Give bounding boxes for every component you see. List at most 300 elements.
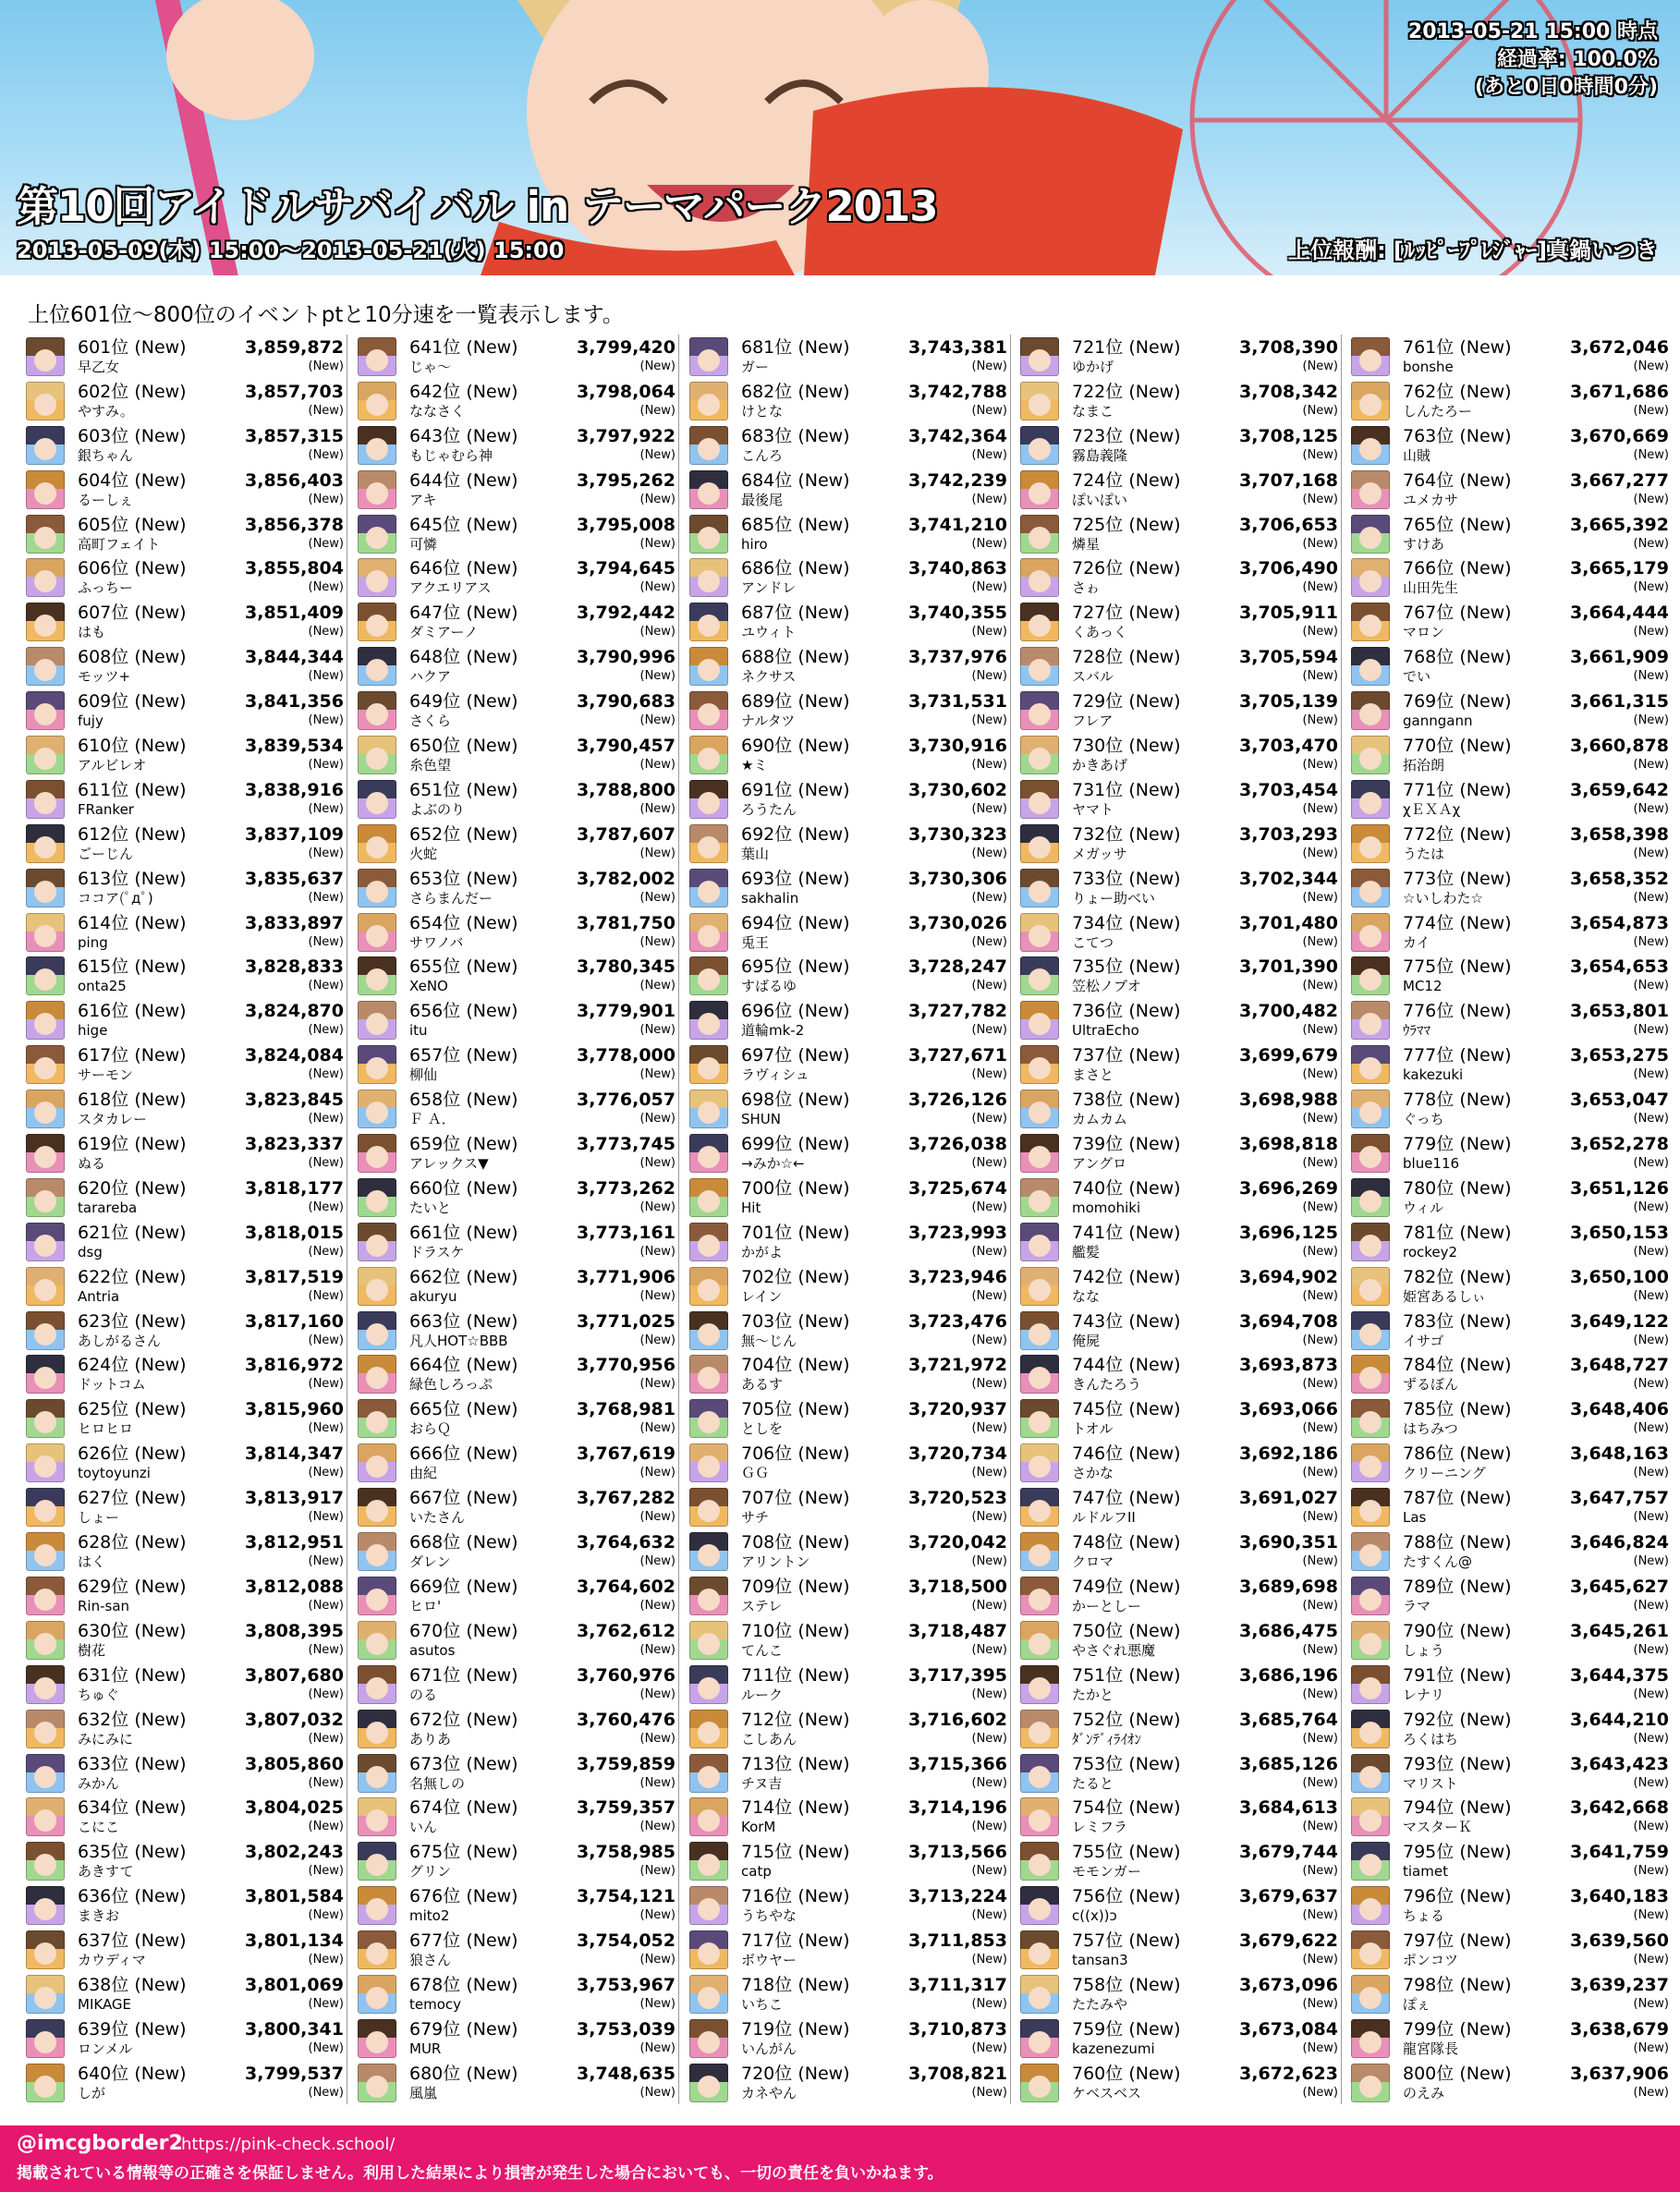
rank-label: [78, 735, 187, 757]
rank-number: 647: [409, 603, 444, 624]
ranking-row: [358, 954, 683, 998]
event-points: 3,730,916: [908, 736, 1007, 757]
rank-suffix: 位: [111, 1177, 129, 1199]
player-name: カウディマ: [78, 1952, 146, 1969]
rank-suffix: 位: [111, 337, 129, 358]
idol-avatar: [358, 1045, 396, 1084]
idol-avatar: [1020, 956, 1059, 995]
ranking-row: [358, 733, 683, 777]
rank-number: 751: [1072, 1664, 1106, 1686]
idol-avatar: [358, 1267, 396, 1306]
ten-minute-speed: (New): [1302, 801, 1338, 816]
rank-label: [741, 1709, 850, 1731]
ranking-row: [1351, 688, 1676, 733]
player-name: kakezuki: [1403, 1066, 1464, 1084]
event-points: 3,768,981: [577, 1399, 676, 1420]
event-points: 3,653,047: [1570, 1090, 1669, 1111]
rank-number: 788: [1403, 1532, 1437, 1553]
new-tag: (New): [1459, 1045, 1512, 1066]
idol-avatar: [26, 1710, 65, 1748]
player-name: ＧＧ: [741, 1465, 770, 1482]
rank-number: 765: [1403, 514, 1437, 535]
idol-avatar: [1351, 2019, 1390, 2058]
rank-label: [741, 1044, 850, 1066]
ranking-row: [26, 1309, 351, 1353]
rank-label: [1403, 1354, 1512, 1376]
rank-number: 722: [1072, 381, 1106, 402]
new-tag: (New): [466, 1930, 518, 1952]
rank-label: [78, 2063, 187, 2085]
player-name: c((x))ɔ: [1072, 1907, 1117, 1925]
ten-minute-speed: (New): [308, 1377, 344, 1392]
idol-avatar: [1020, 1886, 1059, 1925]
rank-label: [409, 1664, 518, 1687]
idol-avatar: [26, 1443, 65, 1482]
player-name: カイ: [1403, 933, 1430, 951]
new-tag: (New): [1459, 1266, 1512, 1287]
player-name: ちょる: [1403, 1907, 1445, 1925]
ten-minute-speed: (New): [971, 1864, 1007, 1879]
ten-minute-speed: (New): [308, 846, 344, 860]
rank-suffix: 位: [774, 1134, 793, 1155]
site-url-link[interactable]: https://pink-check.school/: [181, 2135, 396, 2154]
new-tag: (New): [134, 1576, 187, 1597]
ten-minute-speed: (New): [308, 403, 344, 418]
rank-number: 615: [78, 956, 112, 978]
ranking-row: [1351, 1839, 1676, 1883]
player-name: けとな: [741, 402, 784, 420]
event-points: 3,844,344: [245, 647, 344, 668]
new-tag: (New): [1128, 1310, 1181, 1332]
ranking-row: [689, 1972, 1015, 2016]
ranking-row: [26, 1839, 351, 1883]
event-points: 3,650,100: [1570, 1266, 1669, 1287]
player-name: toytoyunzi: [78, 1465, 151, 1482]
player-name: 早乙女: [78, 359, 120, 375]
rank-suffix: 位: [1436, 647, 1455, 668]
ten-minute-speed: (New): [971, 1510, 1007, 1525]
rank-suffix: 位: [443, 1399, 461, 1420]
rank-suffix: 位: [1436, 1930, 1455, 1952]
rank-suffix: 位: [443, 1532, 461, 1553]
new-tag: (New): [1128, 1399, 1181, 1420]
rank-label: [78, 1930, 187, 1952]
ranking-row: [1020, 954, 1345, 998]
event-points: 3,637,906: [1570, 2063, 1669, 2084]
event-points: 3,855,804: [245, 558, 344, 579]
idol-avatar: [26, 691, 65, 730]
idol-avatar: [689, 1532, 728, 1571]
ranking-row: [26, 1264, 351, 1309]
rank-suffix: 位: [1105, 1266, 1124, 1287]
ten-minute-speed: (New): [1633, 1200, 1669, 1214]
event-points: 3,708,390: [1239, 337, 1338, 358]
rank-number: 610: [78, 736, 112, 757]
ranking-row: [689, 688, 1015, 733]
idol-avatar: [1020, 426, 1059, 465]
event-points: 3,694,902: [1239, 1266, 1338, 1287]
rank-label: [1403, 1841, 1512, 1863]
ranking-row: [1351, 1131, 1676, 1175]
idol-avatar: [1351, 558, 1390, 597]
player-name: bonshe: [1403, 359, 1454, 375]
rank-number: 763: [1403, 425, 1437, 446]
rank-label: [1403, 2063, 1512, 2085]
new-tag: (New): [1459, 1134, 1512, 1155]
event-points: 3,839,534: [245, 736, 344, 757]
player-name: こにこ: [78, 1819, 120, 1836]
ranking-row: [1351, 1529, 1676, 1574]
idol-avatar: [1020, 1930, 1059, 1969]
rank-label: [78, 1398, 187, 1420]
rank-label: [1403, 823, 1512, 846]
idol-avatar: [689, 956, 728, 995]
idol-avatar: [1351, 1886, 1390, 1925]
player-name: すけあ: [1403, 535, 1445, 553]
ranking-row: [26, 379, 351, 423]
event-points: 3,708,125: [1239, 425, 1338, 446]
ranking-row: [26, 1087, 351, 1131]
idol-avatar: [689, 1577, 728, 1615]
idol-avatar: [1020, 1842, 1059, 1881]
event-points: 3,798,064: [577, 381, 676, 402]
ranking-column: [26, 335, 351, 2105]
rank-label: [78, 381, 187, 403]
event-points: 3,790,457: [577, 736, 676, 757]
ranking-row: [1351, 1175, 1676, 1220]
new-tag: (New): [466, 558, 518, 579]
ten-minute-speed: (New): [639, 1244, 676, 1259]
idol-avatar: [1351, 470, 1390, 509]
ten-minute-speed: (New): [971, 934, 1007, 949]
ranking-row: [1351, 512, 1676, 556]
ten-minute-speed: (New): [1633, 1156, 1669, 1171]
rank-label: [78, 1576, 187, 1598]
new-tag: (New): [1459, 1310, 1512, 1332]
player-name: りょー助べい: [1072, 889, 1156, 907]
ranking-row: [689, 1795, 1015, 1839]
rank-label: [741, 646, 850, 668]
rank-suffix: 位: [111, 1753, 129, 1774]
ten-minute-speed: (New): [971, 846, 1007, 860]
new-tag: (New): [797, 1488, 850, 1509]
new-tag: (New): [797, 1177, 850, 1199]
rank-number: 665: [409, 1399, 444, 1420]
idol-avatar: [358, 2064, 396, 2102]
player-name: レイン: [741, 1287, 783, 1305]
rank-suffix: 位: [1105, 1664, 1124, 1686]
rank-number: 621: [78, 1222, 112, 1243]
idol-avatar: [358, 470, 396, 509]
rank-label: [78, 469, 187, 492]
rank-suffix: 位: [774, 514, 793, 535]
ten-minute-speed: (New): [1633, 1466, 1669, 1480]
rank-suffix: 位: [774, 2018, 793, 2040]
rank-number: 709: [741, 1576, 775, 1597]
rank-suffix: 位: [111, 1355, 129, 1376]
rank-number: 637: [78, 1930, 112, 1952]
event-points: 3,654,653: [1570, 956, 1669, 978]
idol-avatar: [689, 2019, 728, 2058]
player-name: MUR: [409, 2040, 442, 2057]
ten-minute-speed: (New): [308, 1288, 344, 1303]
new-tag: (New): [1459, 691, 1512, 712]
new-tag: (New): [134, 1177, 187, 1199]
rank-label: [741, 2018, 850, 2040]
ten-minute-speed: (New): [1633, 1775, 1669, 1790]
rank-suffix: 位: [1436, 1664, 1455, 1686]
rank-number: 702: [741, 1266, 775, 1287]
player-name: MIKAGE: [78, 1995, 132, 2013]
player-name: 道輪mk-2: [741, 1022, 805, 1040]
event-points: 3,703,454: [1239, 779, 1338, 800]
rank-label: [1072, 1620, 1181, 1642]
rank-label: [741, 381, 850, 403]
new-tag: (New): [1128, 1045, 1181, 1066]
event-points: 3,815,960: [245, 1399, 344, 1420]
rank-number: 731: [1072, 779, 1106, 800]
idol-avatar: [1020, 913, 1059, 952]
rank-label: [78, 1354, 187, 1376]
ranking-row: [1351, 600, 1676, 644]
ranking-row: [1020, 1441, 1345, 1485]
ten-minute-speed: (New): [639, 1996, 676, 2011]
event-points: 3,672,623: [1239, 2063, 1338, 2084]
idol-avatar: [358, 1311, 396, 1350]
event-points: 3,741,210: [908, 514, 1007, 535]
idol-avatar: [689, 1355, 728, 1394]
rank-number: 706: [741, 1443, 775, 1465]
rank-number: 771: [1403, 779, 1437, 800]
idol-avatar: [1351, 1930, 1390, 1969]
idol-avatar: [26, 1665, 65, 1704]
rank-label: [409, 2018, 518, 2040]
rank-label: [1403, 1089, 1512, 1111]
player-name: たいと: [409, 1199, 452, 1216]
player-name: ネクサス: [741, 668, 797, 686]
ranking-row: [689, 1751, 1015, 1796]
rank-suffix: 位: [443, 1266, 461, 1287]
twitter-handle-link[interactable]: @imcgborder2: [17, 2132, 183, 2155]
rank-number: 787: [1403, 1488, 1437, 1509]
ranking-row: [26, 555, 351, 600]
rank-number: 660: [409, 1177, 444, 1199]
new-tag: (New): [1459, 779, 1512, 800]
event-points: 3,773,161: [577, 1222, 676, 1243]
idol-avatar: [689, 1710, 728, 1748]
new-tag: (New): [134, 691, 187, 712]
rank-label: [78, 1974, 187, 1996]
idol-avatar: [1351, 1797, 1390, 1836]
ranking-row: [1020, 1883, 1345, 1928]
rank-suffix: 位: [1436, 1709, 1455, 1730]
rank-number: 767: [1403, 603, 1437, 624]
rank-label: [741, 1089, 850, 1111]
rank-number: 769: [1403, 691, 1437, 712]
player-name: かきあげ: [1072, 757, 1128, 774]
player-name: dsg: [78, 1243, 103, 1260]
ranking-row: [1020, 822, 1345, 866]
event-points: 3,818,177: [245, 1177, 344, 1199]
player-name: あきすて: [78, 1863, 134, 1881]
ten-minute-speed: (New): [1302, 447, 1338, 462]
rank-suffix: 位: [1105, 381, 1124, 402]
idol-avatar: [1351, 1842, 1390, 1881]
ranking-row: [358, 1662, 683, 1707]
event-points: 3,767,619: [577, 1443, 676, 1465]
ten-minute-speed: (New): [1302, 1244, 1338, 1259]
rank-label: [1072, 1398, 1181, 1420]
ten-minute-speed: (New): [639, 1466, 676, 1480]
ten-minute-speed: (New): [1633, 1598, 1669, 1613]
idol-avatar: [26, 1001, 65, 1040]
ranking-row: [358, 1839, 683, 1883]
idol-avatar: [358, 824, 396, 863]
rank-number: 646: [409, 558, 444, 579]
ranking-row: [358, 1309, 683, 1353]
rank-number: 667: [409, 1488, 444, 1509]
rank-number: 701: [741, 1222, 775, 1243]
rank-suffix: 位: [111, 1222, 129, 1243]
rank-number: 797: [1403, 1930, 1437, 1952]
rank-label: [78, 1709, 187, 1731]
rank-label: [1072, 1266, 1181, 1288]
rank-number: 682: [741, 381, 775, 402]
rank-label: [1403, 1753, 1512, 1775]
rank-number: 678: [409, 1974, 444, 1995]
rank-suffix: 位: [1105, 1576, 1124, 1597]
event-points: 3,767,282: [577, 1488, 676, 1509]
ten-minute-speed: (New): [639, 1156, 676, 1171]
event-points: 3,639,560: [1570, 1930, 1669, 1952]
event-points: 3,753,039: [577, 2018, 676, 2040]
ranking-row: [1351, 1087, 1676, 1131]
player-name: SHUN: [741, 1111, 782, 1128]
new-tag: (New): [797, 1576, 850, 1597]
new-tag: (New): [1459, 1090, 1512, 1111]
player-name: 拓治朗: [1403, 757, 1445, 774]
ten-minute-speed: (New): [1633, 447, 1669, 462]
ranking-row: [1351, 1352, 1676, 1396]
event-points: 3,760,476: [577, 1709, 676, 1730]
new-tag: (New): [797, 514, 850, 535]
event-points: 3,835,637: [245, 868, 344, 889]
ten-minute-speed: (New): [1633, 934, 1669, 949]
rank-suffix: 位: [111, 1090, 129, 1111]
event-points: 3,742,788: [908, 381, 1007, 402]
ten-minute-speed: (New): [1302, 1200, 1338, 1214]
rank-suffix: 位: [1105, 1001, 1124, 1022]
player-name: 凡人HOT☆BBB: [409, 1332, 508, 1349]
idol-avatar: [358, 1443, 396, 1482]
player-name: ﾀﾞﾝﾃﾞｨﾗｲｵﾝ: [1072, 1730, 1142, 1748]
new-tag: (New): [134, 1355, 187, 1376]
event-points: 3,694,708: [1239, 1310, 1338, 1332]
new-tag: (New): [797, 956, 850, 978]
new-tag: (New): [134, 381, 187, 402]
event-points: 3,698,988: [1239, 1090, 1338, 1111]
rank-number: 726: [1072, 558, 1106, 579]
idol-avatar: [1020, 1134, 1059, 1173]
new-tag: (New): [1459, 1001, 1512, 1022]
rank-label: [1403, 1000, 1512, 1022]
event-points: 3,759,859: [577, 1753, 676, 1774]
event-points: 3,641,759: [1570, 1842, 1669, 1863]
rank-label: [1072, 1885, 1181, 1907]
rank-number: 723: [1072, 425, 1106, 446]
rank-number: 605: [78, 514, 112, 535]
rank-suffix: 位: [1105, 1355, 1124, 1376]
ten-minute-speed: (New): [971, 1598, 1007, 1613]
rank-number: 713: [741, 1753, 775, 1774]
ranking-row: [1020, 1087, 1345, 1131]
player-name: 可憐: [409, 535, 438, 553]
rank-number: 656: [409, 1001, 444, 1022]
idol-avatar: [1351, 603, 1390, 641]
event-points: 3,794,645: [577, 558, 676, 579]
rank-label: [409, 646, 518, 668]
new-tag: (New): [1128, 2018, 1181, 2040]
rank-number: 602: [78, 381, 112, 402]
event-points: 3,795,008: [577, 514, 676, 535]
ten-minute-speed: (New): [971, 1820, 1007, 1834]
rank-label: [409, 1398, 518, 1420]
player-name: ケベスベス: [1072, 2084, 1142, 2101]
ten-minute-speed: (New): [308, 890, 344, 905]
rank-label: [409, 1044, 518, 1066]
rank-suffix: 位: [443, 1310, 461, 1332]
player-name: ★ミ: [741, 757, 768, 774]
rank-label: [1072, 469, 1181, 492]
rank-label: [1403, 646, 1512, 668]
ranking-row: [358, 1042, 683, 1087]
idol-avatar: [1020, 1665, 1059, 1704]
rank-suffix: 位: [774, 1753, 793, 1774]
ranking-row: [1351, 1441, 1676, 1485]
rank-number: 652: [409, 823, 444, 845]
event-points: 3,715,366: [908, 1753, 1007, 1774]
idol-avatar: [26, 913, 65, 952]
new-tag: (New): [797, 1664, 850, 1686]
ten-minute-speed: (New): [1302, 669, 1338, 684]
rank-number: 738: [1072, 1090, 1106, 1111]
ten-minute-speed: (New): [1633, 1996, 1669, 2011]
idol-avatar: [689, 1842, 728, 1881]
rank-suffix: 位: [1105, 2018, 1124, 2040]
new-tag: (New): [797, 1974, 850, 1995]
rank-label: [409, 2063, 518, 2085]
ten-minute-speed: (New): [1633, 758, 1669, 773]
event-points: 3,701,390: [1239, 956, 1338, 978]
ten-minute-speed: (New): [1302, 1112, 1338, 1126]
rank-label: [409, 1709, 518, 1731]
rank-suffix: 位: [1436, 425, 1455, 446]
rank-suffix: 位: [1436, 1266, 1455, 1287]
new-tag: (New): [134, 1090, 187, 1111]
rank-suffix: 位: [1105, 1930, 1124, 1952]
player-name: 燐星: [1072, 535, 1101, 553]
rank-number: 624: [78, 1355, 112, 1376]
idol-avatar: [689, 337, 728, 376]
idol-avatar: [358, 1178, 396, 1217]
ten-minute-speed: (New): [639, 1377, 676, 1392]
event-points: 3,804,025: [245, 1797, 344, 1819]
ranking-column: [689, 335, 1015, 2105]
idol-avatar: [26, 824, 65, 863]
ten-minute-speed: (New): [1633, 846, 1669, 860]
event-points: 3,648,406: [1570, 1399, 1669, 1420]
event-points: 3,727,782: [908, 1001, 1007, 1022]
